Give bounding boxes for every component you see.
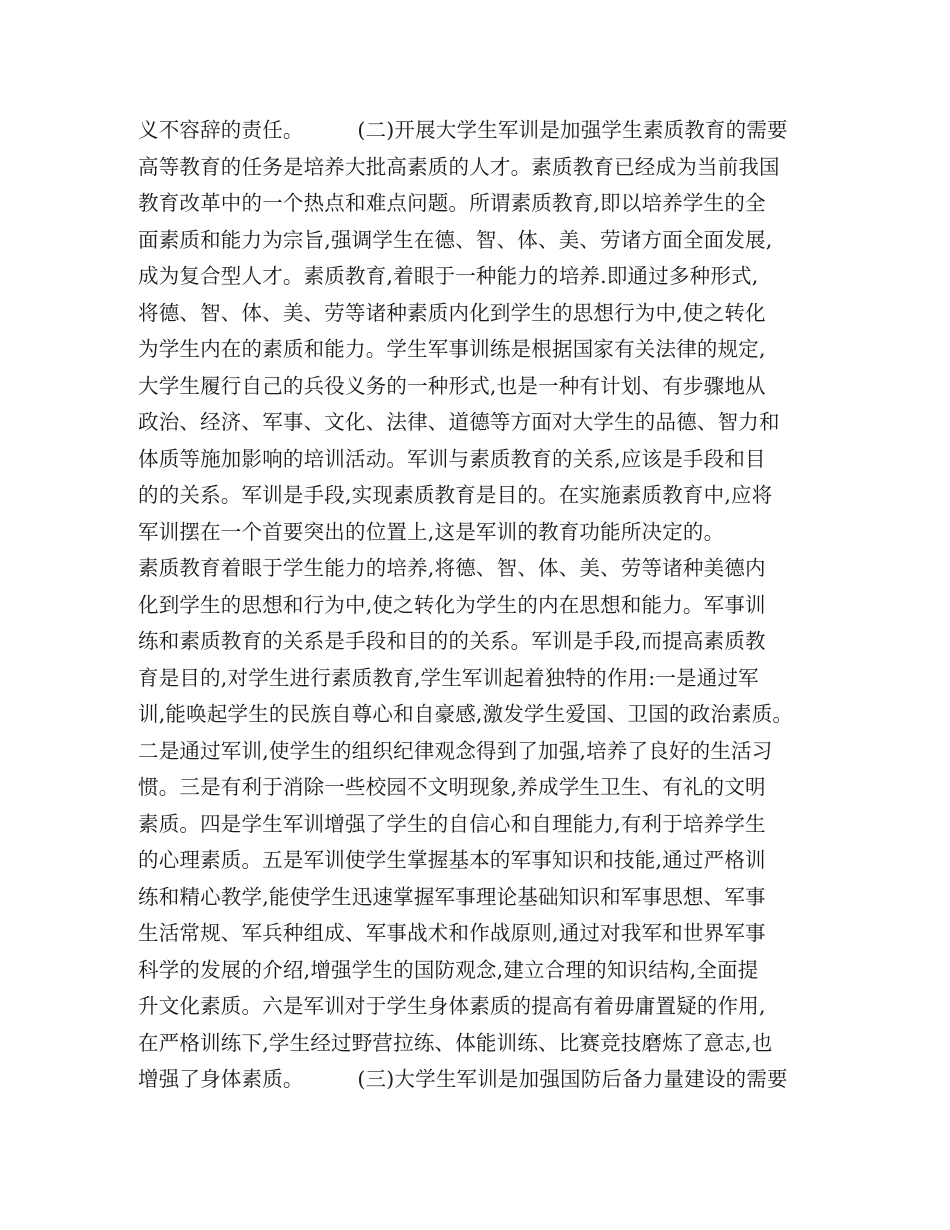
text-line: 生活常规、军兵种组成、军事战术和作战原则,通过对我军和世界军事 xyxy=(138,921,766,945)
text-line: 成为复合型人才。素质教育,着眼于一种能力的培养.即通过多种形式, xyxy=(138,264,759,288)
text-line: 义不容辞的责任。 (二)开展大学生军训是加强学生素质教育的需要 xyxy=(138,118,788,142)
text-line: 军训摆在一个首要突出的位置上,这是军训的教育功能所决定的。 xyxy=(138,519,725,544)
text-line: 训,能唤起学生的民族自尊心和自豪感,激发学生爱国、卫国的政治素质。 xyxy=(138,702,794,726)
text-line: 面素质和能力为宗旨,强调学生在德、智、体、美、劳诸方面全面发展, xyxy=(138,227,773,252)
text-line: 的的关系。军训是手段,实现素质教育是目的。在实施素质教育中,应将 xyxy=(138,483,773,507)
body-text xyxy=(138,112,828,1098)
text-line: 为学生内在的素质和能力。学生军事训练是根据国家有关法律的规定, xyxy=(138,337,766,361)
text-line: 素质教育着眼于学生能力的培养,将德、智、体、美、劳等诸种美德内 xyxy=(138,556,766,580)
text-line: 素质。四是学生军训增强了学生的自信心和自理能力,有利于培养学生 xyxy=(138,811,766,836)
text-line: 化到学生的思想和行为中,使之转化为学生的内在思想和能力。军事训 xyxy=(138,592,766,617)
text-line: 育是目的,对学生进行素质教育,学生军训起着独特的作用:一是通过军 xyxy=(138,665,759,690)
text-line: 体质等施加影响的培训活动。军训与素质教育的关系,应该是手段和目 xyxy=(138,446,766,471)
text-line: 大学生履行自己的兵役义务的一种形式,也是一种有计划、有步骤地从 xyxy=(138,373,766,398)
text-line: 练和素质教育的关系是手段和目的的关系。军训是手段,而提高素质教 xyxy=(138,629,766,653)
text-line: 科学的发展的介绍,增强学生的国防观念,建立合理的知识结构,全面提 xyxy=(138,957,759,982)
text-line: 增强了身体素质。 (三)大学生军训是加强国防后备力量建设的需要 xyxy=(138,1067,788,1091)
text-line: 教育改革中的一个热点和难点问题。所谓素质教育,即以培养学生的全 xyxy=(138,191,766,215)
text-line: 二是通过军训,使学生的组织纪律观念得到了加强,培养了良好的生活习 xyxy=(138,738,773,763)
text-line: 的心理素质。五是军训使学生掌握基本的军事知识和技能,通过严格训 xyxy=(138,848,766,872)
text-line: 高等教育的任务是培养大批高素质的人才。素质教育已经成为当前我国 xyxy=(138,154,780,179)
text-line: 将德、智、体、美、劳等诸种素质内化到学生的思想行为中,使之转化 xyxy=(138,300,766,325)
text-line: 政治、经济、军事、文化、法律、道德等方面对大学生的品德、智力和 xyxy=(138,410,780,434)
text-line: 练和精心教学,能使学生迅速掌握军事理论基础知识和军事思想、军事 xyxy=(138,884,766,909)
text-line: 在严格训练下,学生经过野营拉练、体能训练、比赛竞技磨炼了意志,也 xyxy=(138,1030,773,1055)
text-line: 惯。三是有利于消除一些校园不文明现象,养成学生卫生、有礼的文明 xyxy=(138,775,766,799)
text-line: 升文化素质。六是军训对于学生身体素质的提高有着毋庸置疑的作用, xyxy=(138,994,766,1018)
